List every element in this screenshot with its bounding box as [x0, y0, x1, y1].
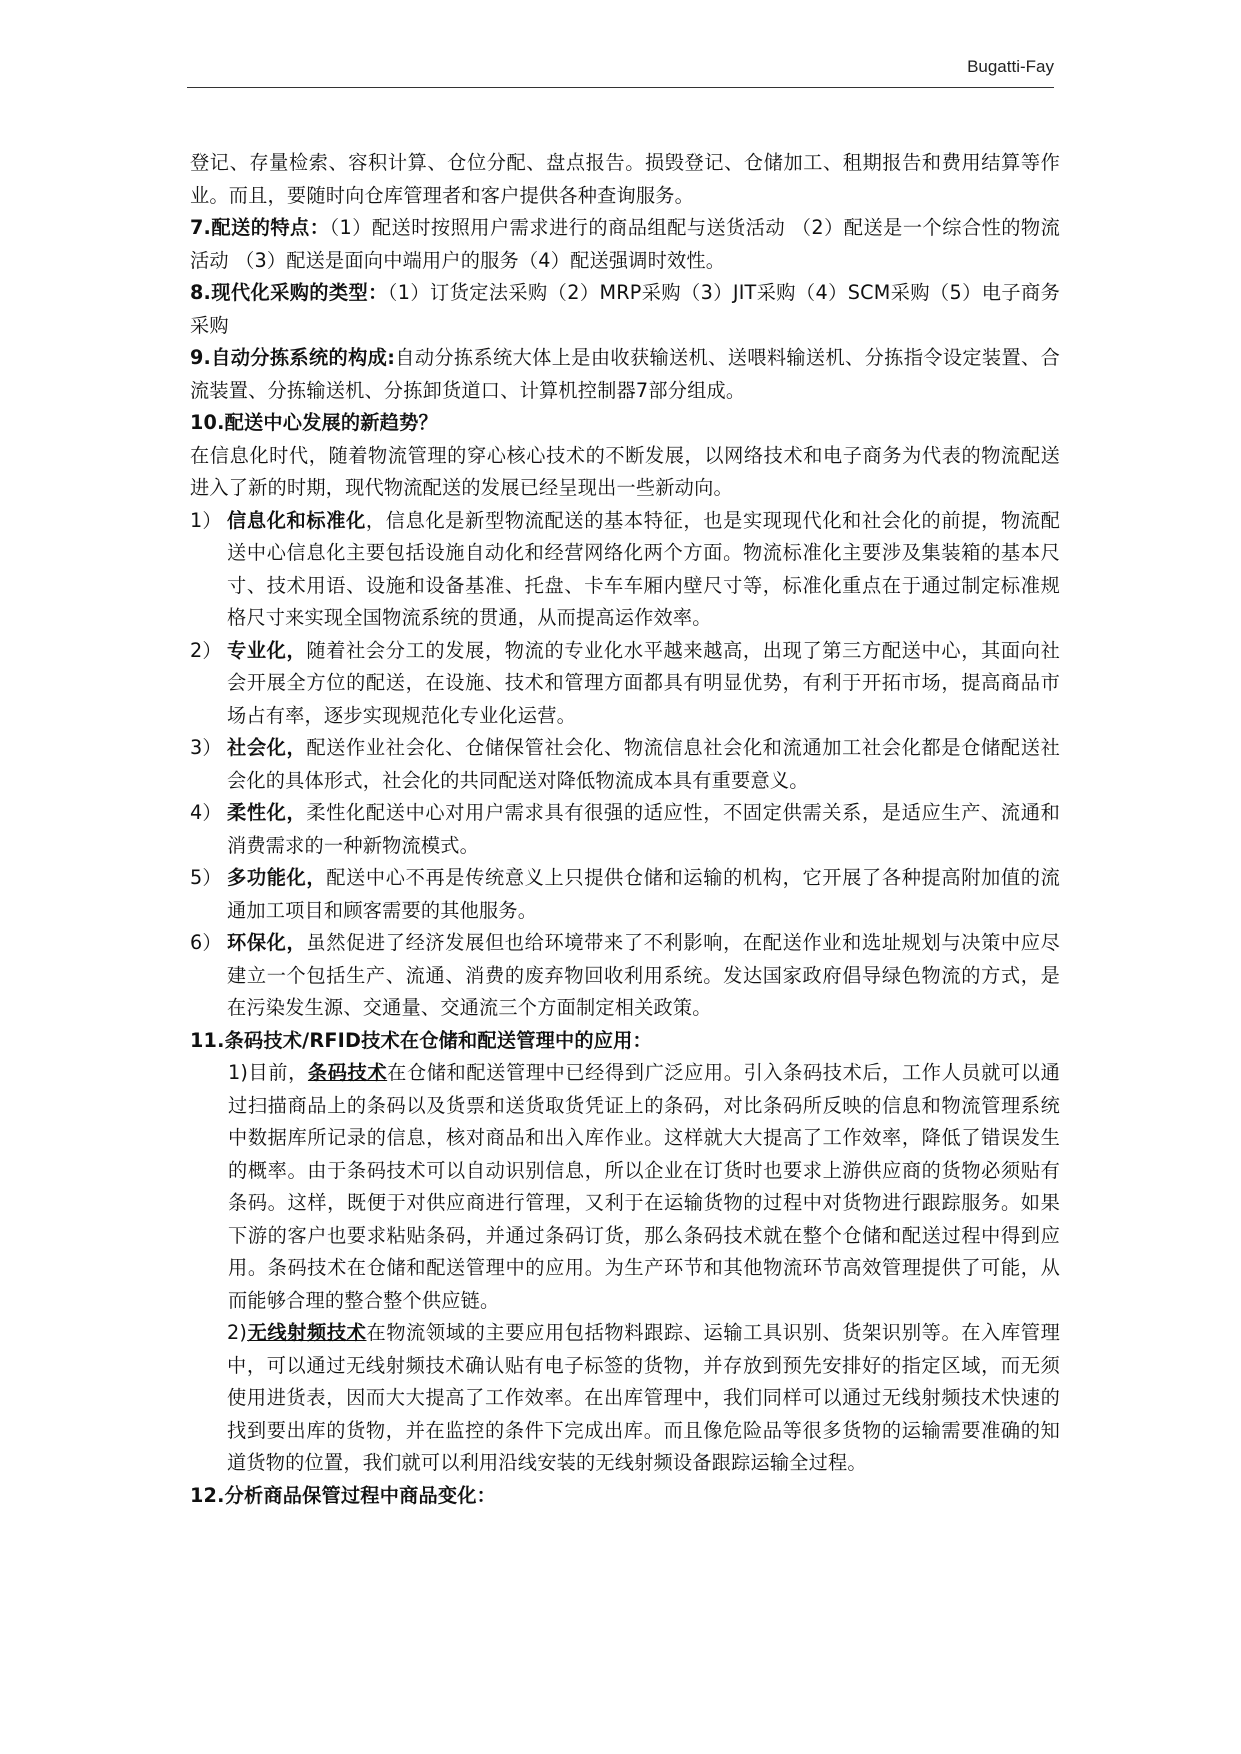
- section-7-heading: 7.配送的特点：: [190, 216, 330, 239]
- rfid-term: 无线射频技术: [247, 1321, 367, 1344]
- trend-item-number: 6）: [190, 931, 222, 954]
- barcode-prefix: 1)目前，: [228, 1061, 308, 1084]
- trend-item-4: [190, 797, 1060, 862]
- trend-item-term: 信息化和标准化: [227, 508, 366, 532]
- section-10-intro: 在信息化时代，随着物流管理的穿心核心技术的不断发展，以网络技术和电子商务为代表的物流配送进入了新的时期，现代物流配送的发展已经呈现出一些新动向。: [190, 443, 1060, 499]
- header-author: Bugatti-Fay: [967, 57, 1054, 76]
- trend-item-5: [190, 862, 1060, 927]
- barcode-term: 条码技术: [307, 1061, 388, 1084]
- trend-item-term: 环保化，: [227, 931, 307, 954]
- section-8-text: （1）订货定法采购（2）MRP采购（3）JIT采购（4）SCM采购（5）电子商务采购: [190, 281, 1060, 337]
- section-10-heading: 10.配送中心发展的新趋势？: [190, 411, 438, 434]
- trend-item-text: 柔性化配送中心对用户需求具有很强的适应性，不固定供需关系，是适应生产、流通和消费需求的一种新物流模式。: [227, 801, 1060, 857]
- section-7: [190, 212, 1060, 277]
- trend-item-term: 柔性化，: [227, 801, 307, 824]
- section-8-heading: 8.现代化采购的类型：: [190, 281, 388, 304]
- document-body: [190, 147, 1060, 1512]
- header-divider: [187, 87, 1054, 88]
- trend-item-term: 专业化，: [227, 638, 307, 662]
- section-8: [190, 277, 1060, 342]
- trend-item-number: 4）: [190, 801, 222, 824]
- trend-item-term: 多功能化，: [227, 866, 327, 889]
- trend-item-6: [190, 927, 1060, 1025]
- section-9-heading: 9.自动分拣系统的构成:: [190, 346, 396, 369]
- barcode-paragraph: [190, 1057, 1060, 1317]
- trend-item-number: 3）: [190, 736, 222, 759]
- rfid-paragraph: [190, 1317, 1060, 1480]
- barcode-text: 在仓储和配送管理中已经得到广泛应用。引入条码技术后，工作人员就可以通过扫描商品上的条码以及货票和送货取货凭证上的条码，对比条码所反映的信息和物流管理系统中数据库所记录的信息，核对商品和出入库作业。这样就大大提高了工作效率，降低了错误发生的概率。由于条码技术可以自动识别信息，所以企业在订货时也要求上游供应商的货物必须贴有条码。这样，既便于对供应商进行管理，又利于在运输货物的过程中对货物进行跟踪服务。如果下游的客户也要求粘贴条码，并通过条码订货，那么条码技术就在整个仓储和配送过程中得到应用。条码技术在仓储和配送管理中的应用。为生产环节和其他物流环节高效管理提供了可能，从而能够合理的整合整个供应链。: [228, 1061, 1060, 1312]
- trend-item-number: 5）: [190, 866, 222, 889]
- trend-item-text: 配送中心不再是传统意义上只提供仓储和运输的机构，它开展了各种提高附加值的流通加工项目和顾客需要的其他服务。: [227, 866, 1061, 922]
- trend-item-text: 虽然促进了经济发展但也给环境带来了不利影响，在配送作业和选址规划与决策中应尽建立一个包括生产、流通、消费的废弃物回收利用系统。发达国家政府倡导绿色物流的方式，是在污染发生源、交通量、交通流三个方面制定相关政策。: [227, 931, 1060, 1019]
- trend-item-text: 配送作业社会化、仓储保管社会化、物流信息社会化和流通加工社会化都是仓储配送社会化的具体形式，社会化的共同配送对降低物流成本具有重要意义。: [227, 736, 1060, 792]
- section-7-text: （1）配送时按照用户需求进行的商品组配与送货活动 （2）配送是一个综合性的物流活动 （3）配送是面向中端用户的服务（4）配送强调时效性。: [190, 216, 1060, 272]
- rfid-prefix: 2): [227, 1321, 248, 1344]
- section-9: [190, 342, 1060, 407]
- intro-paragraph: 登记、存量检索、容积计算、仓位分配、盘点报告。损毁登记、仓储加工、租期报告和费用结算等作业。而且，要随时向仓库管理者和客户提供各种查询服务。: [190, 151, 1060, 207]
- trend-item-term: 社会化，: [227, 736, 307, 759]
- rfid-text: 在物流领域的主要应用包括物料跟踪、运输工具识别、货架识别等。在入库管理中，可以通过无线射频技术确认贴有电子标签的货物，并存放到预先安排好的指定区域，而无须使用进货表，因而大大提高了工作效率。在出库管理中，我们同样可以通过无线射频技术快速的找到要出库的货物，并在监控的条件下完成出库。而且像危险品等很多货物的运输需要准确的知道货物的位置，我们就可以利用沿线安装的无线射频设备跟踪运输全过程。: [227, 1321, 1061, 1474]
- section-9-text: 自动分拣系统大体上是由收获输送机、送喂料输送机、分拣指令设定装置、合流装置、分拣输送机、分拣卸货道口、计算机控制器7部分组成。: [190, 346, 1060, 402]
- trend-item-number: 2）: [190, 638, 222, 662]
- trend-item-text: ，信息化是新型物流配送的基本特征，也是实现现代化和社会化的前提，物流配送中心信息化主要包括设施自动化和经营网络化两个方面。物流标准化主要涉及集装箱的基本尺寸、技术用语、设施和设备基准、托盘、卡车车厢内壁尺寸等，标准化重点在于通过制定标准规格尺寸来实现全国物流系统的贯通，从而提高运作效率。: [227, 508, 1061, 629]
- trend-item-1: [190, 505, 1060, 635]
- trend-item-2: [190, 635, 1060, 733]
- trend-item-3: [190, 732, 1060, 797]
- section-11-heading: 11.条码技术/RFID技术在仓储和配送管理中的应用：: [190, 1028, 652, 1052]
- trend-item-number: 1）: [190, 508, 222, 532]
- section-12-heading: 12.分析商品保管过程中商品变化：: [190, 1483, 497, 1507]
- trend-item-text: 随着社会分工的发展，物流的专业化水平越来越高，出现了第三方配送中心，其面向社会开展全方位的配送，在设施、技术和管理方面都具有明显优势，有利于开拓市场，提高商品市场占有率，逐步实现规范化专业化运营。: [227, 638, 1060, 727]
